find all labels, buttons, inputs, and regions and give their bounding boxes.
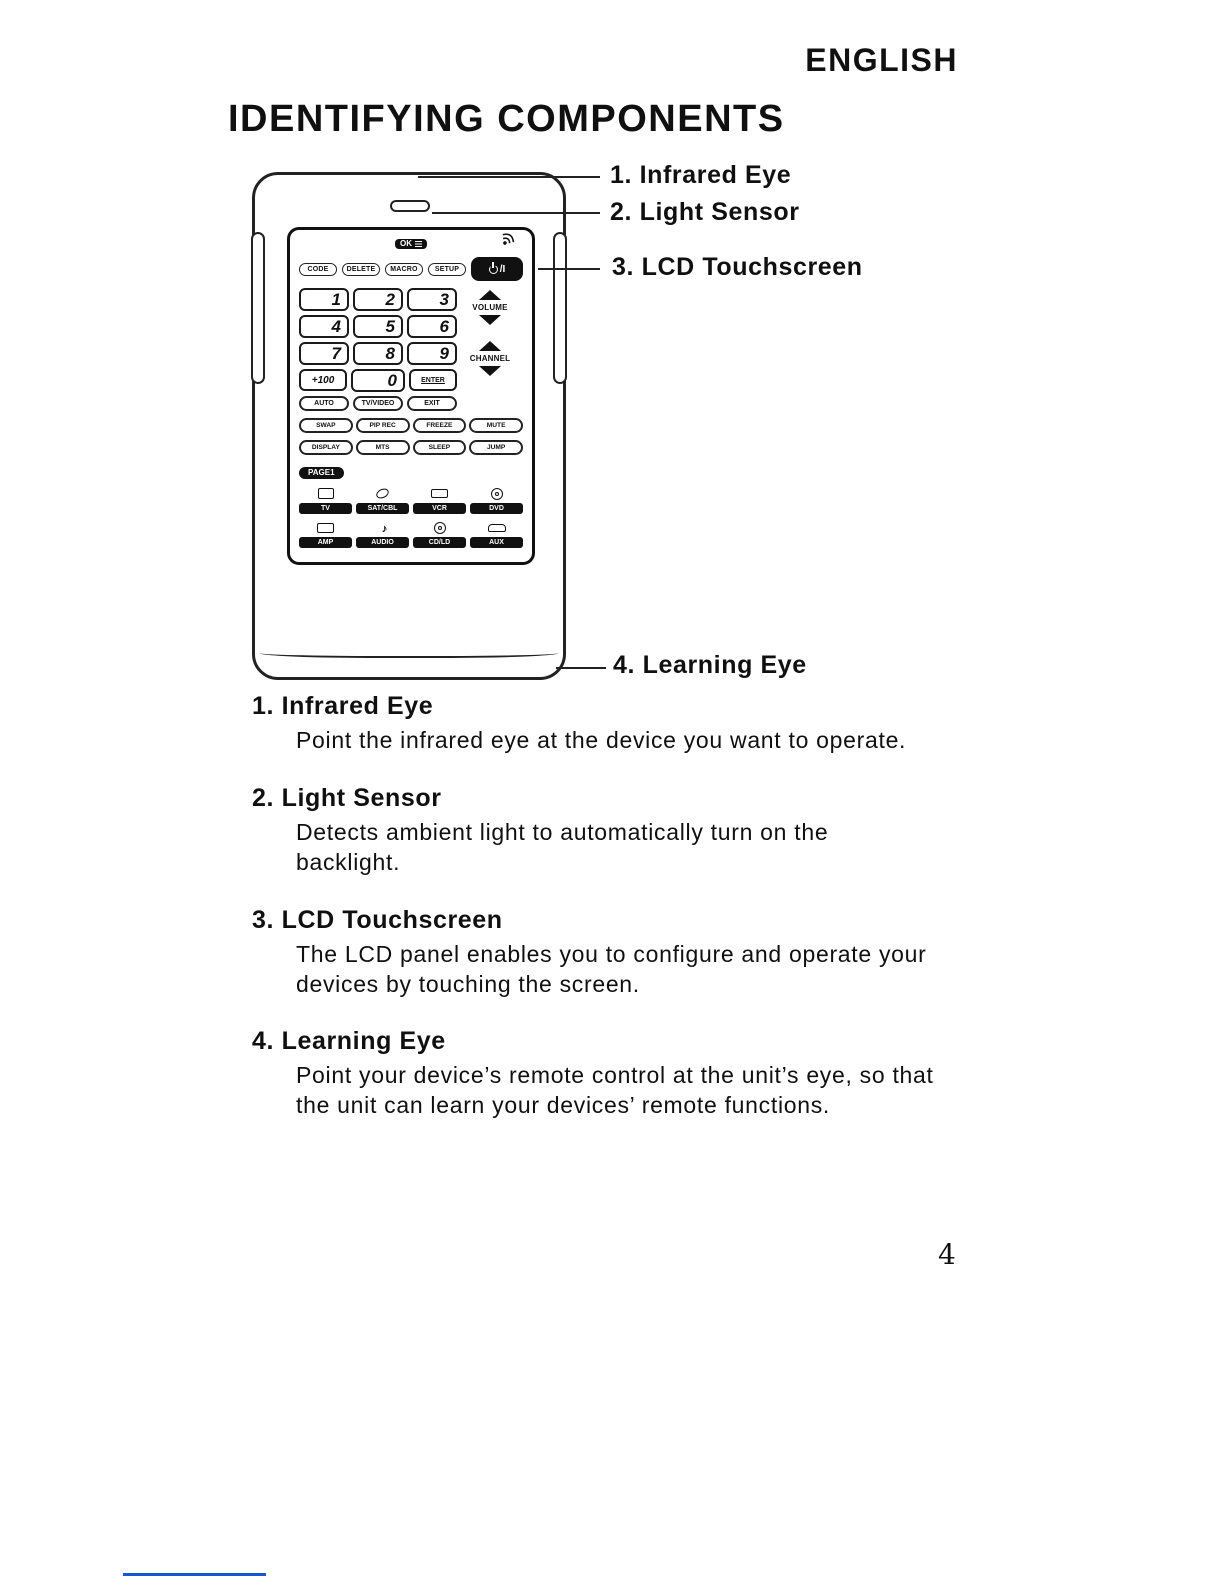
footer-rule bbox=[123, 1573, 266, 1576]
music-notes-icon bbox=[381, 519, 383, 537]
vcr-button: VCR bbox=[413, 503, 466, 514]
lcd-touchscreen bbox=[287, 227, 535, 565]
dvd-device bbox=[470, 486, 523, 514]
sat-cbl-device bbox=[356, 486, 409, 514]
display-button: DISPLAY bbox=[299, 440, 353, 455]
panel-top-row bbox=[299, 236, 523, 252]
callout-line-learning-eye bbox=[556, 667, 606, 669]
tv-icon bbox=[318, 488, 334, 499]
power-label: /I bbox=[499, 263, 506, 275]
digit-1-button: 1 bbox=[299, 288, 349, 311]
aux-button: AUX bbox=[470, 537, 523, 548]
language-label: ENGLISH bbox=[805, 42, 958, 78]
sat-cbl-button: SAT/CBL bbox=[356, 503, 409, 514]
section-light-sensor bbox=[252, 784, 942, 878]
delete-button: DELETE bbox=[342, 263, 380, 276]
tv-video-button: TV/VIDEO bbox=[353, 396, 403, 411]
car-icon bbox=[488, 524, 506, 532]
aux-device bbox=[470, 520, 523, 548]
ir-signal-icon bbox=[496, 227, 524, 254]
callout-label-learning-eye: 4. Learning Eye bbox=[613, 651, 807, 679]
section-lcd-touchscreen bbox=[252, 906, 942, 1000]
setup-button: SETUP bbox=[428, 263, 466, 276]
macro-button: MACRO bbox=[385, 263, 423, 276]
callout-label-infrared-eye: 1. Infrared Eye bbox=[610, 161, 792, 189]
freeze-button: FREEZE bbox=[413, 418, 467, 433]
audio-device bbox=[356, 520, 409, 548]
section-heading: 3. LCD Touchscreen bbox=[252, 905, 503, 934]
tv-device bbox=[299, 486, 352, 514]
audio-button: AUDIO bbox=[356, 537, 409, 548]
component-descriptions bbox=[252, 692, 942, 1149]
digit-3-button: 3 bbox=[407, 288, 457, 311]
volume-down-icon bbox=[479, 315, 501, 325]
page-title: IDENTIFYING COMPONENTS bbox=[228, 98, 785, 140]
ok-label: OK bbox=[400, 239, 412, 248]
amp-button: AMP bbox=[299, 537, 352, 548]
section-body: The LCD panel enables you to configure and operate your devices by touching the screen. bbox=[296, 940, 927, 997]
section-infrared-eye bbox=[252, 692, 942, 756]
keypad-area bbox=[299, 288, 523, 411]
device-row-2 bbox=[299, 520, 523, 548]
digit-8-button: 8 bbox=[353, 342, 403, 365]
auto-button: AUTO bbox=[299, 396, 349, 411]
amp-device bbox=[299, 520, 352, 548]
channel-down-icon bbox=[479, 366, 501, 376]
sleep-button: SLEEP bbox=[413, 440, 467, 455]
callout-line-light-sensor bbox=[432, 212, 600, 214]
mode-row bbox=[299, 440, 523, 455]
cd-disc-icon bbox=[434, 522, 446, 534]
digit-7-button: 7 bbox=[299, 342, 349, 365]
digit-5-button: 5 bbox=[353, 315, 403, 338]
page-number: 4 bbox=[938, 1238, 956, 1271]
page-row bbox=[299, 462, 523, 480]
tv-button: TV bbox=[299, 503, 352, 514]
power-icon bbox=[489, 265, 498, 274]
menu-lines-icon bbox=[415, 241, 422, 247]
callout-line-lcd-touchscreen bbox=[538, 268, 600, 270]
channel-label: CHANNEL bbox=[469, 354, 511, 363]
swap-button: SWAP bbox=[299, 418, 353, 433]
amplifier-icon bbox=[317, 523, 334, 533]
callout-line-infrared-eye bbox=[418, 176, 600, 178]
mute-button: MUTE bbox=[469, 418, 523, 433]
digit-0-button: 0 bbox=[351, 369, 405, 392]
volume-label: VOLUME bbox=[472, 303, 508, 312]
section-body: Point your device’s remote control at the unit’s eye, so that the unit can learn your devices’ remote functions. bbox=[296, 1062, 934, 1119]
remote-left-grip bbox=[251, 232, 265, 384]
digit-9-button: 9 bbox=[407, 342, 457, 365]
ok-badge bbox=[395, 239, 427, 249]
enter-button: ENTER bbox=[409, 369, 457, 391]
callout-label-light-sensor: 2. Light Sensor bbox=[610, 198, 800, 226]
cd-ld-device bbox=[413, 520, 466, 548]
section-body: Point the infrared eye at the device you want to operate. bbox=[296, 727, 907, 753]
control-row bbox=[299, 418, 523, 433]
dvd-disc-icon bbox=[491, 488, 503, 500]
device-row-1 bbox=[299, 486, 523, 514]
section-learning-eye bbox=[252, 1027, 942, 1121]
mts-button: MTS bbox=[356, 440, 410, 455]
vcr-device bbox=[413, 486, 466, 514]
page1-badge: PAGE1 bbox=[299, 467, 344, 479]
vcr-tape-icon bbox=[431, 489, 448, 498]
digit-grid bbox=[299, 288, 457, 411]
volume-channel-column bbox=[457, 288, 523, 411]
exit-button: EXIT bbox=[407, 396, 457, 411]
remote-bottom-seam bbox=[260, 646, 558, 658]
section-body: Detects ambient light to automatically turn on the backlight. bbox=[296, 818, 829, 875]
digit-2-button: 2 bbox=[353, 288, 403, 311]
dvd-button: DVD bbox=[470, 503, 523, 514]
section-heading: 1. Infrared Eye bbox=[252, 692, 434, 720]
light-sensor bbox=[390, 200, 430, 212]
menu-row bbox=[299, 256, 523, 282]
channel-up-icon bbox=[479, 341, 501, 351]
cd-ld-button: CD/LD bbox=[413, 537, 466, 548]
code-button: CODE bbox=[299, 263, 337, 276]
jump-button: JUMP bbox=[469, 440, 523, 455]
digit-6-button: 6 bbox=[407, 315, 457, 338]
remote-right-grip bbox=[553, 232, 567, 384]
pip-rec-button: PIP REC bbox=[356, 418, 410, 433]
section-heading: 4. Learning Eye bbox=[252, 1027, 446, 1056]
satellite-dish-icon bbox=[375, 487, 391, 501]
volume-up-icon bbox=[479, 290, 501, 300]
digit-4-button: 4 bbox=[299, 315, 349, 338]
plus100-button: +100 bbox=[299, 369, 347, 391]
section-heading: 2. Light Sensor bbox=[252, 783, 442, 812]
power-button bbox=[471, 257, 523, 281]
callout-label-lcd-touchscreen: 3. LCD Touchscreen bbox=[612, 253, 863, 281]
